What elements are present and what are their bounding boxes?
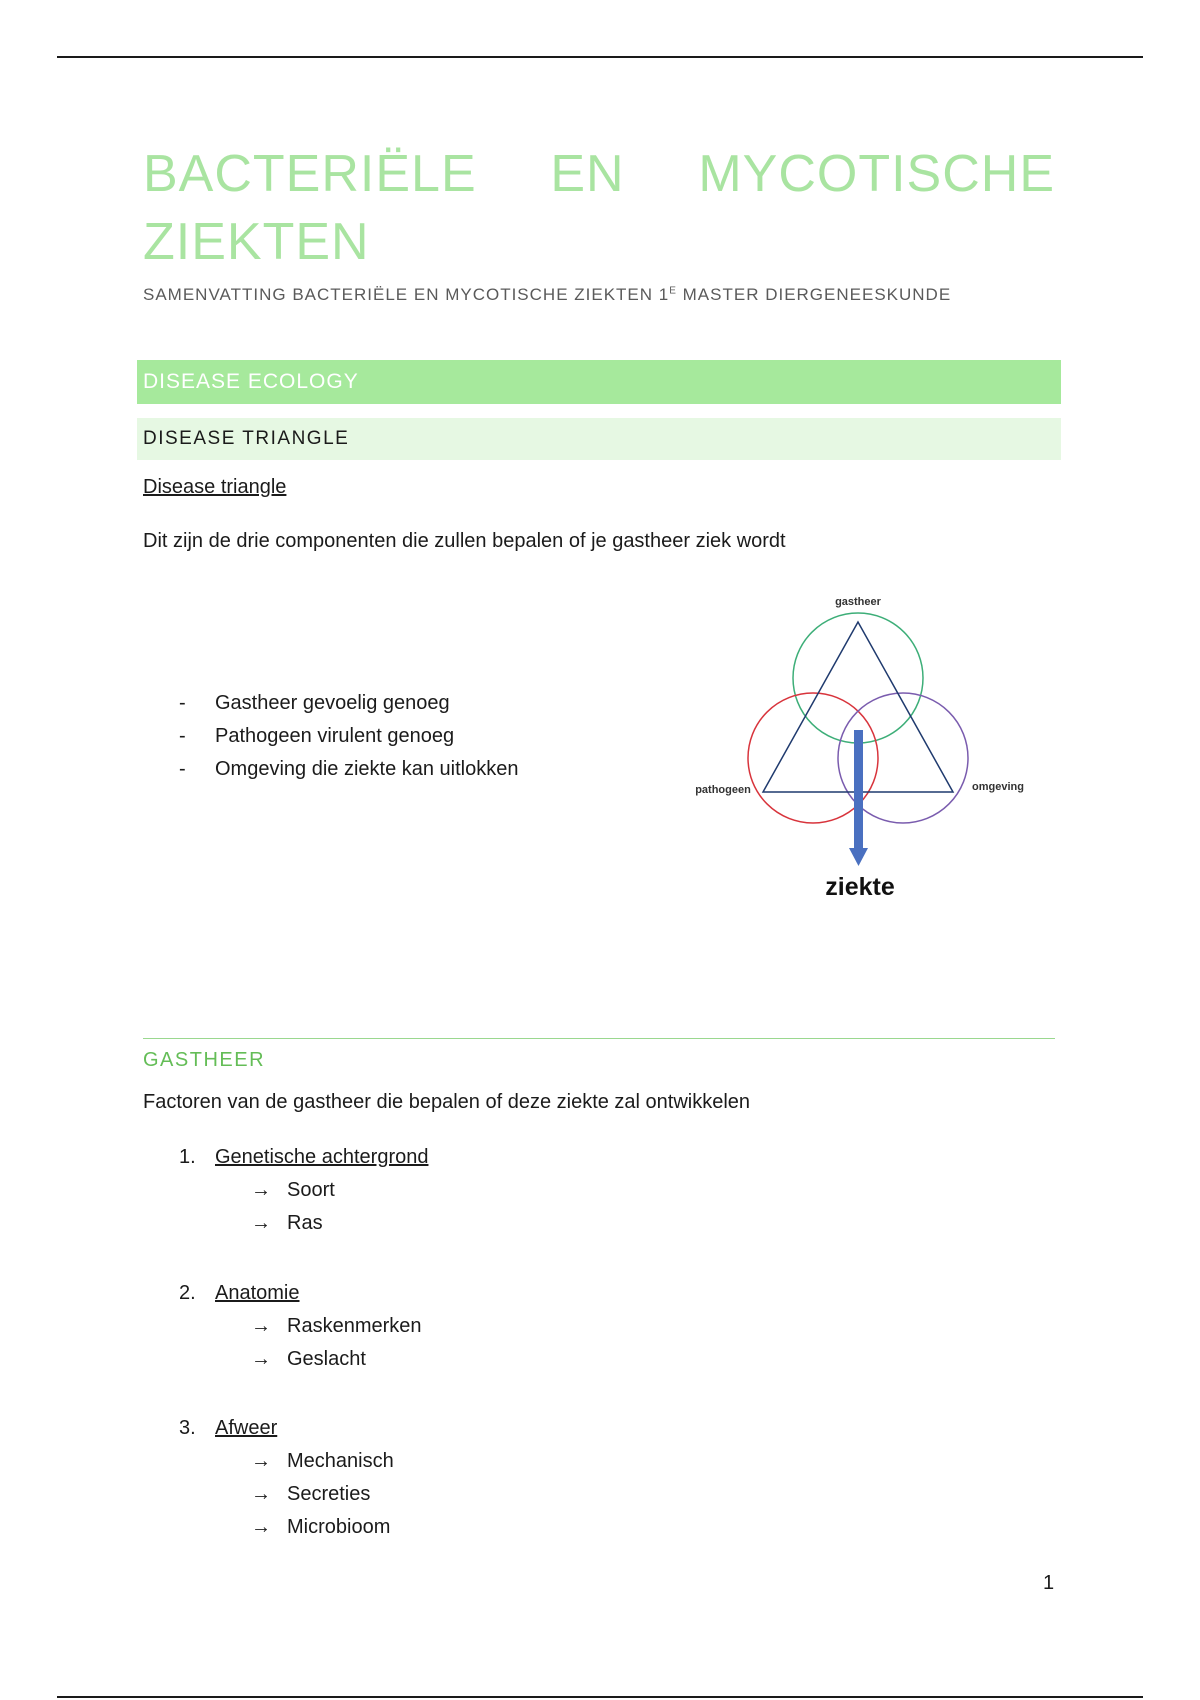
- diagram-label-pathogeen: pathogeen: [695, 784, 751, 796]
- list-item: 2. Anatomie: [179, 1282, 300, 1304]
- list-item: - Omgeving die ziekte kan uitlokken: [179, 758, 519, 780]
- bullet-list: [179, 692, 519, 791]
- arrow-right-icon: →: [251, 1212, 271, 1234]
- heading-disease-ecology: DISEASE ECOLOGY: [137, 360, 1061, 404]
- list-item: → Ras: [251, 1212, 323, 1234]
- list-item: 3. Afweer: [179, 1417, 278, 1439]
- factor-group-1: [179, 1146, 428, 1245]
- arrow-right-icon: →: [251, 1179, 271, 1201]
- list-item: → Microbioom: [251, 1516, 391, 1538]
- arrow-right-icon: →: [251, 1315, 271, 1337]
- heading-disease-triangle: DISEASE TRIANGLE: [137, 418, 1061, 460]
- factors-intro: Factoren van de gastheer die bepalen of deze ziekte zal ontwikkelen: [143, 1091, 751, 1113]
- list-item: → Raskenmerken: [251, 1315, 422, 1337]
- heading-gastheer: GASTHEER: [143, 1038, 1055, 1072]
- intro-paragraph: Dit zijn de drie componenten die zullen bepalen of je gastheer ziek wordt: [143, 530, 786, 552]
- list-item: - Gastheer gevoelig genoeg: [179, 692, 450, 714]
- document-title: BACTERIËLE EN MYCOTISCHE ZIEKTEN: [143, 145, 1055, 271]
- document-subtitle: SAMENVATTING BACTERIËLE EN MYCOTISCHE ZIEKTEN $1^E$ MASTER DIERGENEESKUNDE: [143, 285, 952, 304]
- page-number: 1: [1043, 1572, 1055, 1594]
- factor-group-3: [179, 1417, 394, 1549]
- diagram-label-ziekte: ziekte: [825, 873, 895, 901]
- arrow-right-icon: →: [251, 1516, 271, 1538]
- footer-rule: [57, 1696, 1143, 1698]
- list-item: → Mechanisch: [251, 1450, 394, 1472]
- list-item: 1. Genetische achtergrond: [179, 1146, 429, 1168]
- arrow-right-icon: →: [251, 1483, 271, 1505]
- circle-gastheer: [793, 613, 923, 743]
- list-item: - Pathogeen virulent genoeg: [179, 725, 455, 747]
- arrow-right-icon: →: [251, 1450, 271, 1472]
- diagram-label-omgeving: omgeving: [972, 781, 1024, 793]
- disease-triangle-diagram: [673, 590, 1033, 910]
- list-item: → Secreties: [251, 1483, 371, 1505]
- subheading-disease-triangle: Disease triangle: [143, 476, 287, 498]
- arrow-right-icon: →: [251, 1348, 271, 1370]
- list-item: → Geslacht: [251, 1348, 366, 1370]
- arrow-down-icon: [854, 730, 863, 850]
- arrow-head-icon: [849, 848, 868, 866]
- diagram-label-gastheer: gastheer: [835, 596, 881, 608]
- list-item: → Soort: [251, 1179, 335, 1201]
- header-rule: [57, 56, 1143, 58]
- factor-group-2: [179, 1282, 422, 1381]
